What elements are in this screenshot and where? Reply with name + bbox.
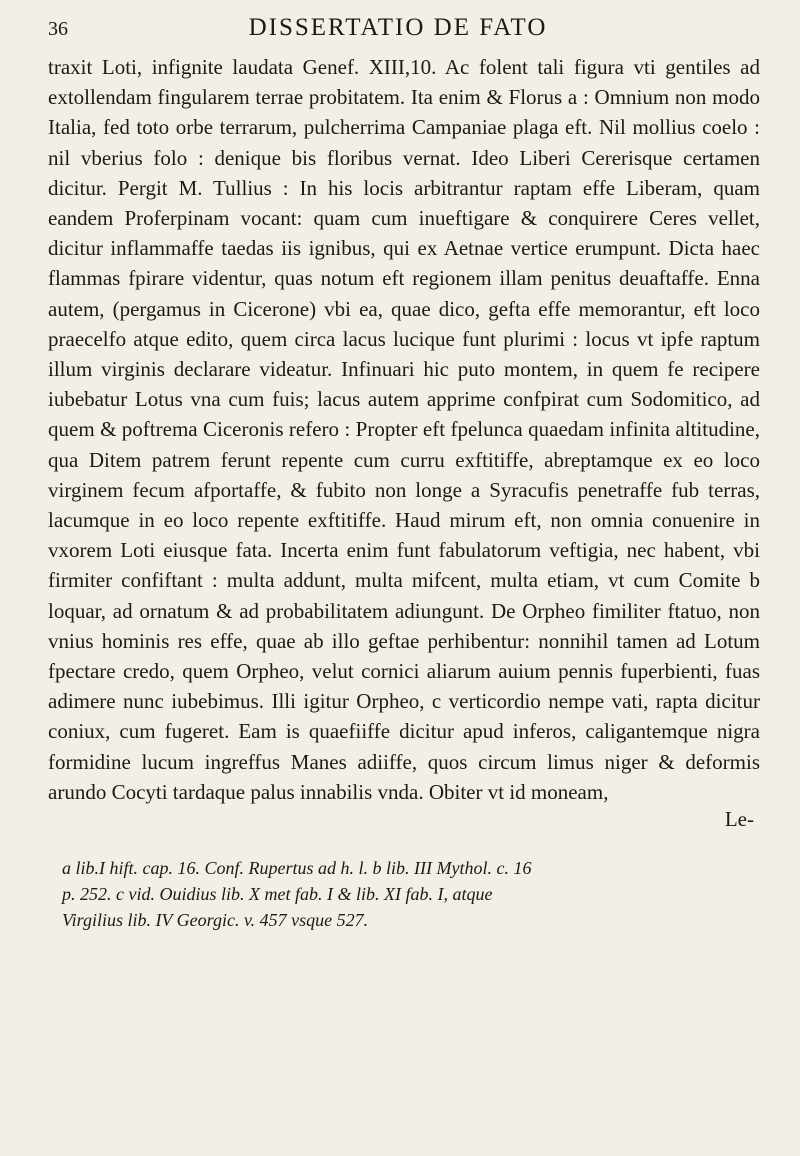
body-text [48,52,760,807]
main-paragraph: traxit Loti, infignite laudata Genef. XIII,10. Ac folent tali figura vti gentiles ad extollendam fingularem terrae probitatem. Ita enim & Florus a : Omnium non modo Italia, fed toto orbe terrarum, pulcherrima Campaniae plaga eft. Nil mollius coelo : nil vberius folo : denique bis floribus vernat. Ideo Liberi Cererisque certamen dicitur. Pergit M. Tullius : In his locis arbitrantur raptam effe Liberam, quam eandem Proferpinam vocant: quam cum inueftigare & conquirere Ceres vellet, dicitur inflammaffe taedas iis ignibus, qui ex Aetnae vertice erumpunt. Dicta haec flammas fpirare videntur, quas notum eft regionem illam penitus deuaftaffe. Enna autem, (pergamus in Cicerone) vbi ea, quae dico, gefta effe memorantur, eft loco praecelfo atque edito, quem circa lacus lucique funt plurimi : locus vt ipfe raptum illum virginis declarare videatur. Infinuari hic puto montem, in quem fe recipere iubebatur Lotus vna cum fuis; lacus autem apprime confpirat cum Sodomitico, ad quem & poftrema Ciceronis refero : Propter eft fpelunca quaedam infinita altitudine, qua Ditem patrem ferunt repente cum curru exftitiffe, abreptamque ex eo loco virginem fecum afportaffe, & fubito non longe a Syracufis penetraffe fub terras, lacumque in eo loco repente exftitiffe. Haud mirum eft, non omnia conuenire in vxorem Loti eiusque fata. Incerta enim funt fabulatorum veftigia, nec habent, vbi firmiter confiftant : multa addunt, multa mifcent, multa etiam, vt cum Comite b loquar, ad ornatum & ad probabilitatem adiungunt. De Orpheo fimiliter ftatuo, non vnius hominis res effe, quae ab illo geftae perhibentur: nonnihil tamen ad Lotum fpectare credo, quem Orpheo, velut cornici aliarum auium pennis fuperbienti, fuas adimere nunc iubebimus. Illi igitur Orpheo, c verticordio nempe vati, rapta dicitur coniux, cum fugeret. Eam is quaefiiffe dicitur apud inferos, caligantemque nigra formidine lucum ingreffus Manes adiiffe, quos circum limus niger & deformis arundo Cocyti tardaque palus innabilis vnda. Obiter vt id moneam, [48,55,760,804]
footnotes [48,855,760,933]
running-title: DISSERTATIO DE FATO [248,14,548,41]
footnote-line: p. 252. c vid. Ouidius lib. X met fab. I & lib. XI fab. I, atque [62,884,493,905]
page-number: 36 [48,18,68,40]
footnote-line: a lib.I hift. cap. 16. Conf. Rupertus ad h. l. b lib. III Mythol. c. 16 [62,858,532,879]
footnote-line: Virgilius lib. IV Georgic. v. 457 vsque 527. [62,910,369,931]
catchword: Le- [724,807,754,832]
running-head [48,14,760,50]
